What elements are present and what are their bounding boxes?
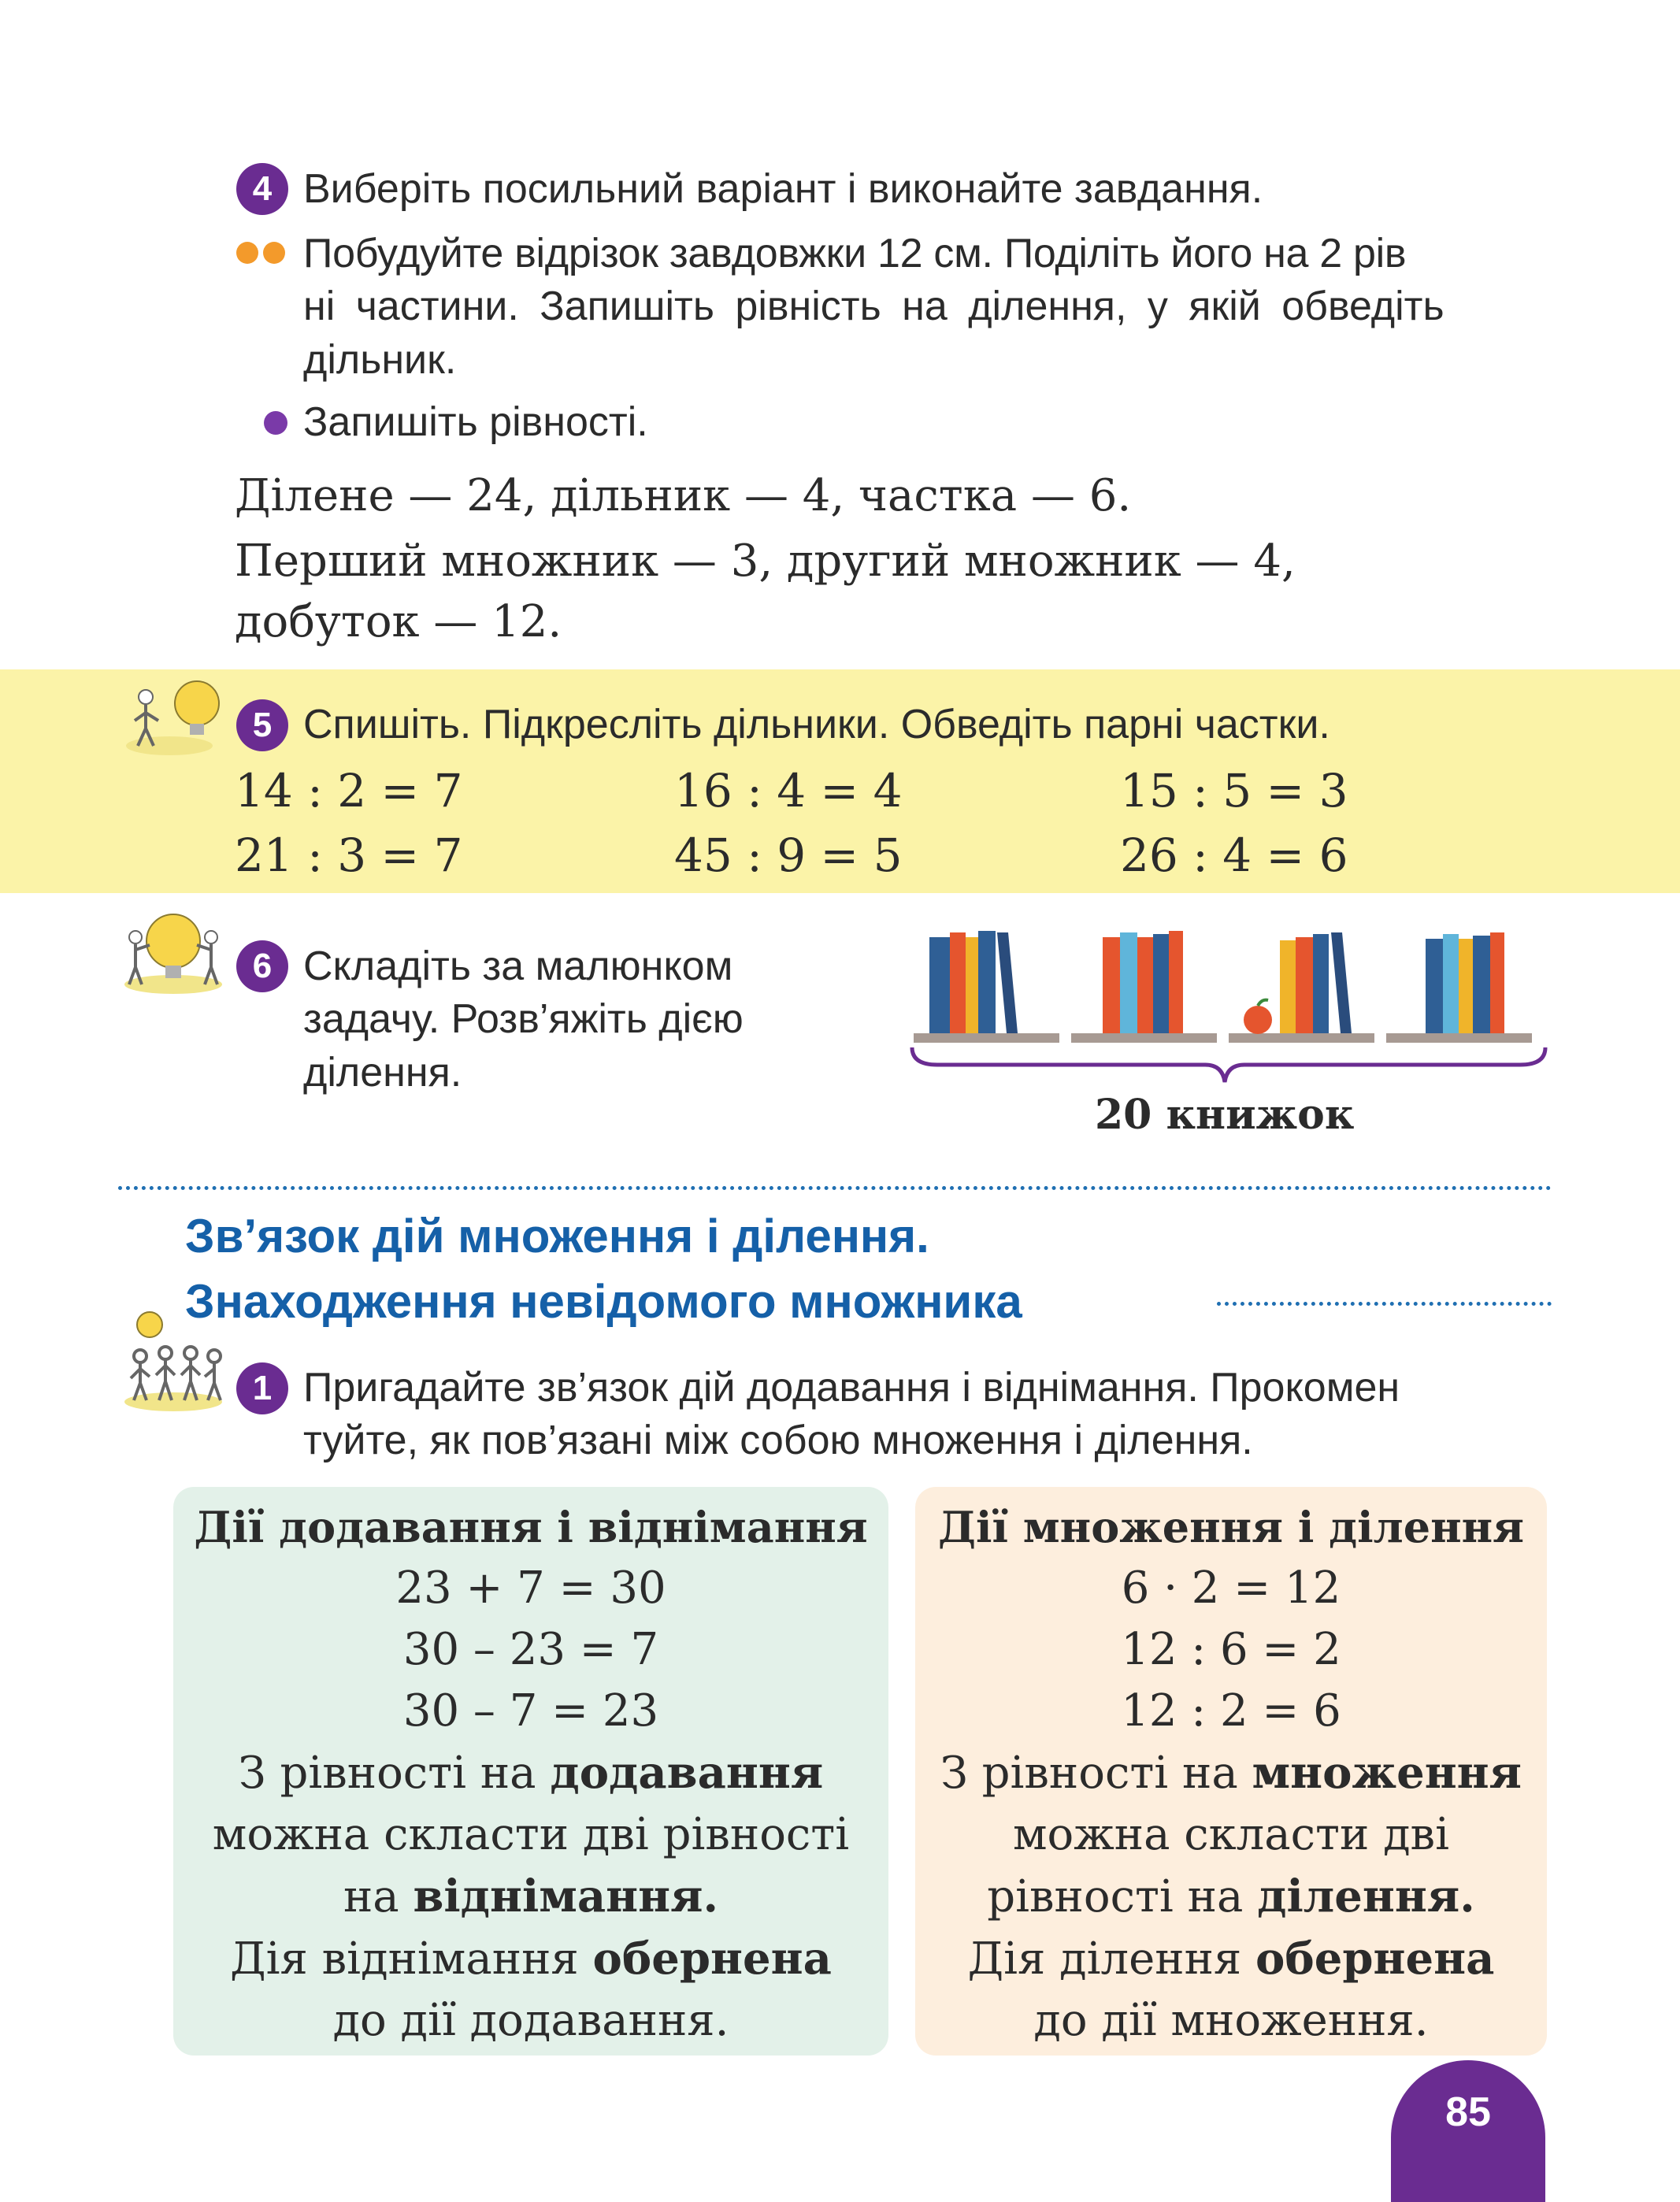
section-title-line2: Знаходження невідомого множника	[185, 1275, 1022, 1328]
bookshelf-1	[914, 931, 1059, 1043]
panel-text-line: З рівності на множення	[940, 1747, 1522, 1799]
task-6-badge: 6	[236, 940, 288, 992]
panel-equation: 23 + 7 = 30	[395, 1563, 666, 1614]
panel-title: Дії множення і ділення	[937, 1502, 1525, 1552]
task-5-equation: 14 : 2 = 7	[235, 764, 463, 817]
panel-text-line: можна скласти дві	[1012, 1809, 1449, 1860]
task-6-line1: Складіть за малюнком	[303, 943, 733, 989]
panel-equation: 12 : 2 = 6	[1121, 1685, 1341, 1737]
panel-equation: 6 · 2 = 12	[1121, 1563, 1341, 1614]
panel-text-line: рівності на ділення.	[987, 1870, 1475, 1922]
task-4-badge: 4	[236, 163, 288, 215]
task-4-option-hard-line3: дільник.	[303, 337, 457, 383]
task-6-line2: задачу. Розв’яжіть дією	[303, 996, 744, 1042]
task-4-line3: добуток — 12.	[235, 596, 562, 647]
page-number: 85	[1445, 2089, 1491, 2135]
task-5-equation: 16 : 4 = 4	[674, 764, 903, 817]
task-4-option-hard-line2: ні частини. Запишіть рівність на ділення, у якій обведіть	[303, 284, 1445, 329]
panel-text-line: на віднімання.	[343, 1870, 719, 1922]
task-5-equation: 26 : 4 = 6	[1120, 829, 1348, 882]
panel-text-line: до дії додавання.	[332, 1995, 729, 2046]
panel-title: Дії додавання і віднімання	[194, 1502, 868, 1552]
task-6-line3: ділення.	[303, 1050, 462, 1095]
panel-equation: 12 : 6 = 2	[1121, 1624, 1341, 1675]
bookshelves-illustration	[906, 921, 1552, 1087]
task-4-option-easy: Запишіть рівності.	[303, 399, 648, 445]
section-title-line1: Зв’язок дій множення і ділення.	[185, 1210, 929, 1262]
task-4-option-hard-line1: Побудуйте відрізок завдовжки 12 см. Поділіть його на 2 рів	[303, 231, 1407, 276]
task-1-badge: 1	[236, 1362, 288, 1414]
task-5-equation: 45 : 9 = 5	[674, 829, 903, 882]
task-5-equation: 21 : 3 = 7	[235, 829, 463, 882]
panel-equation: 30 – 7 = 23	[402, 1685, 659, 1737]
task-4-line2: Перший множник — 3, другий множник — 4,	[235, 536, 1296, 587]
task-1-line1: Пригадайте зв’язок дій додавання і віднімання. Прокомен	[303, 1365, 1400, 1411]
bookshelf-2	[1071, 931, 1217, 1043]
panel-text-line: Дія ділення обернена	[967, 1933, 1495, 1985]
task-1-line2: туйте, як пов’язані між собою множення і ділення.	[303, 1418, 1253, 1463]
curly-brace	[912, 1047, 1545, 1082]
group-with-lightbulb-icon	[118, 1307, 228, 1414]
task-5-badge: 5	[236, 699, 288, 751]
addition-subtraction-panel	[173, 1487, 888, 2056]
bookshelf-3	[1229, 932, 1374, 1043]
books-caption: 20 книжок	[1095, 1091, 1355, 1139]
task-4-line1: Ділене — 24, дільник — 4, частка — 6.	[235, 470, 1132, 521]
panel-text-line: Дія віднімання обернена	[230, 1933, 832, 1985]
difficulty-one-dot-icon	[262, 410, 289, 436]
panel-text-line: до дії множення.	[1033, 1995, 1429, 2046]
panel-text-line: можна скласти дві рівності	[212, 1809, 850, 1860]
section-divider	[118, 1186, 1552, 1190]
lightbulb-person-icon	[122, 673, 228, 760]
bookshelf-4	[1386, 932, 1532, 1043]
panel-text-line: З рівності на додавання	[238, 1747, 824, 1799]
task-5-equation: 15 : 5 = 3	[1120, 764, 1348, 817]
lightbulb-teamwork-icon	[118, 906, 228, 996]
difficulty-two-dots-icon	[235, 241, 290, 265]
multiplication-division-panel	[915, 1487, 1547, 2056]
section-title-dots	[1217, 1302, 1552, 1306]
task-4-instruction: Виберіть посильний варіант і виконайте завдання.	[303, 166, 1263, 212]
task-5-instruction: Спишіть. Підкресліть дільники. Обведіть парні частки.	[303, 702, 1330, 747]
panel-equation: 30 – 23 = 7	[402, 1624, 659, 1675]
